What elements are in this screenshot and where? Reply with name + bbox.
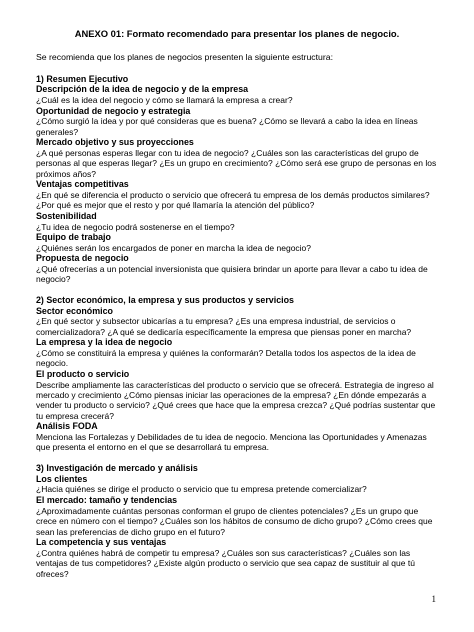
intro-text: Se recomienda que los planes de negocios presenten la siguiente estructura: (36, 52, 334, 62)
item-text: Describe ampliamente las características del producto o servicio que se ofrecerá. Estrategia de ingreso al mercado y crecimiento ¿Cómo piensas iniciar las operaciones de la empresa? ¿En dónde empezarás a vender tu producto o servicio? ¿Qué crees que hace que la empresa crezca? ¿Qué podrías sustentar que tu empresa crecerá? (36, 379, 436, 421)
item-heading: Ventajas competitivas (36, 179, 129, 190)
section-title: 1) Resumen Ejecutivo (36, 73, 129, 84)
section-investigacion-mercado (36, 463, 438, 579)
item-heading: Sostenibilidad (36, 210, 97, 221)
item-heading: La empresa y la idea de negocio (36, 337, 173, 348)
page-title: ANEXO 01: Formato recomendado para presentar los planes de negocio. (74, 28, 400, 39)
item-heading: Mercado objetivo y sus proyecciones (36, 137, 194, 148)
section-sector-economico (36, 295, 438, 453)
item-text: ¿Hacia quiénes se dirige el producto o servicio que tu empresa pretende comercializar? (36, 484, 367, 495)
item-text: ¿Contra quiénes habrá de competir tu empresa? ¿Cuáles son sus características? ¿Cuáles son las ventajas de tus competidores? ¿Existe algún producto o servicio que sea capaz de sustituir al que tú ofreces? (36, 547, 415, 579)
item-text: ¿En qué se diferencia el producto o servicio que ofrecerá tu empresa de los demás productos similares? ¿Por qué es mejor que el resto y por qué llamaría la atención del público? (36, 190, 430, 211)
item-heading: Descripción de la idea de negocio y de la empresa (36, 84, 249, 95)
section-resumen-ejecutivo (36, 74, 438, 285)
item-heading: El producto o servicio (36, 368, 130, 379)
item-heading: Propuesta de negocio (36, 253, 129, 264)
item-heading: Equipo de trabajo (36, 232, 111, 243)
item-heading: La competencia y sus ventajas (36, 536, 167, 547)
item-text: ¿Aproximadamente cuántas personas conforman el grupo de clientes potenciales? ¿Es un grupo que crece en número con el tiempo? ¿Cuáles son los hábitos de consumo de dicho grupo? ¿Cómo crees que sean las preferencias de dicho grupo en el futuro? (36, 505, 433, 537)
section-title: 2) Sector económico, la empresa y sus productos y servicios (36, 294, 294, 305)
item-heading: Sector económico (36, 305, 113, 316)
item-text: ¿A qué personas esperas llegar con tu idea de negocio? ¿Cuáles son las características del grupo de personas al que esperas llegar? ¿Es un grupo en crecimiento? ¿Cómo será ese grupo de personas en los próximos años? (36, 148, 437, 179)
item-text: ¿Tu idea de negocio podrá sostenerse en el tiempo? (36, 221, 235, 232)
item-text: ¿Cómo surgió la idea y por qué consideras que es buena? ¿Cómo se llevará a cabo la idea en líneas generales? (36, 116, 418, 137)
item-text: ¿Cuál es la idea del negocio y cómo se llamará la empresa a crear? (36, 95, 293, 106)
item-heading: El mercado: tamaño y tendencias (36, 494, 178, 505)
item-text: ¿Cómo se constituirá la empresa y quiénes la conformarán? Detalla todos los aspectos de la idea de negocio. (36, 348, 416, 369)
item-text: Menciona las Fortalezas y Debilidades de tu idea de negocio. Menciona las Oportunidades y Amenazas que presenta el entorno en el que se desarrollará tu empresa. (36, 432, 427, 453)
item-text: ¿Qué ofrecerías a un potencial inversionista que quisiera brindar un aporte para llevar a cabo tu idea de negocio? (36, 264, 428, 285)
item-heading: Los clientes (36, 473, 88, 484)
page-number: 1 (431, 594, 436, 604)
section-title: 3) Investigación de mercado y análisis (36, 462, 198, 473)
item-text: ¿Quiénes serán los encargados de poner en marcha la idea de negocio? (36, 242, 312, 253)
item-heading: Análisis FODA (36, 421, 98, 432)
item-heading: Oportunidad de negocio y estrategia (36, 105, 191, 116)
item-text: ¿En qué sector y subsector ubicarías a tu empresa? ¿Es una empresa industrial, de servicios o comercializadora? ¿A qué se dedicaría específicamente la empresa que piensas poner en marcha? (36, 316, 412, 337)
